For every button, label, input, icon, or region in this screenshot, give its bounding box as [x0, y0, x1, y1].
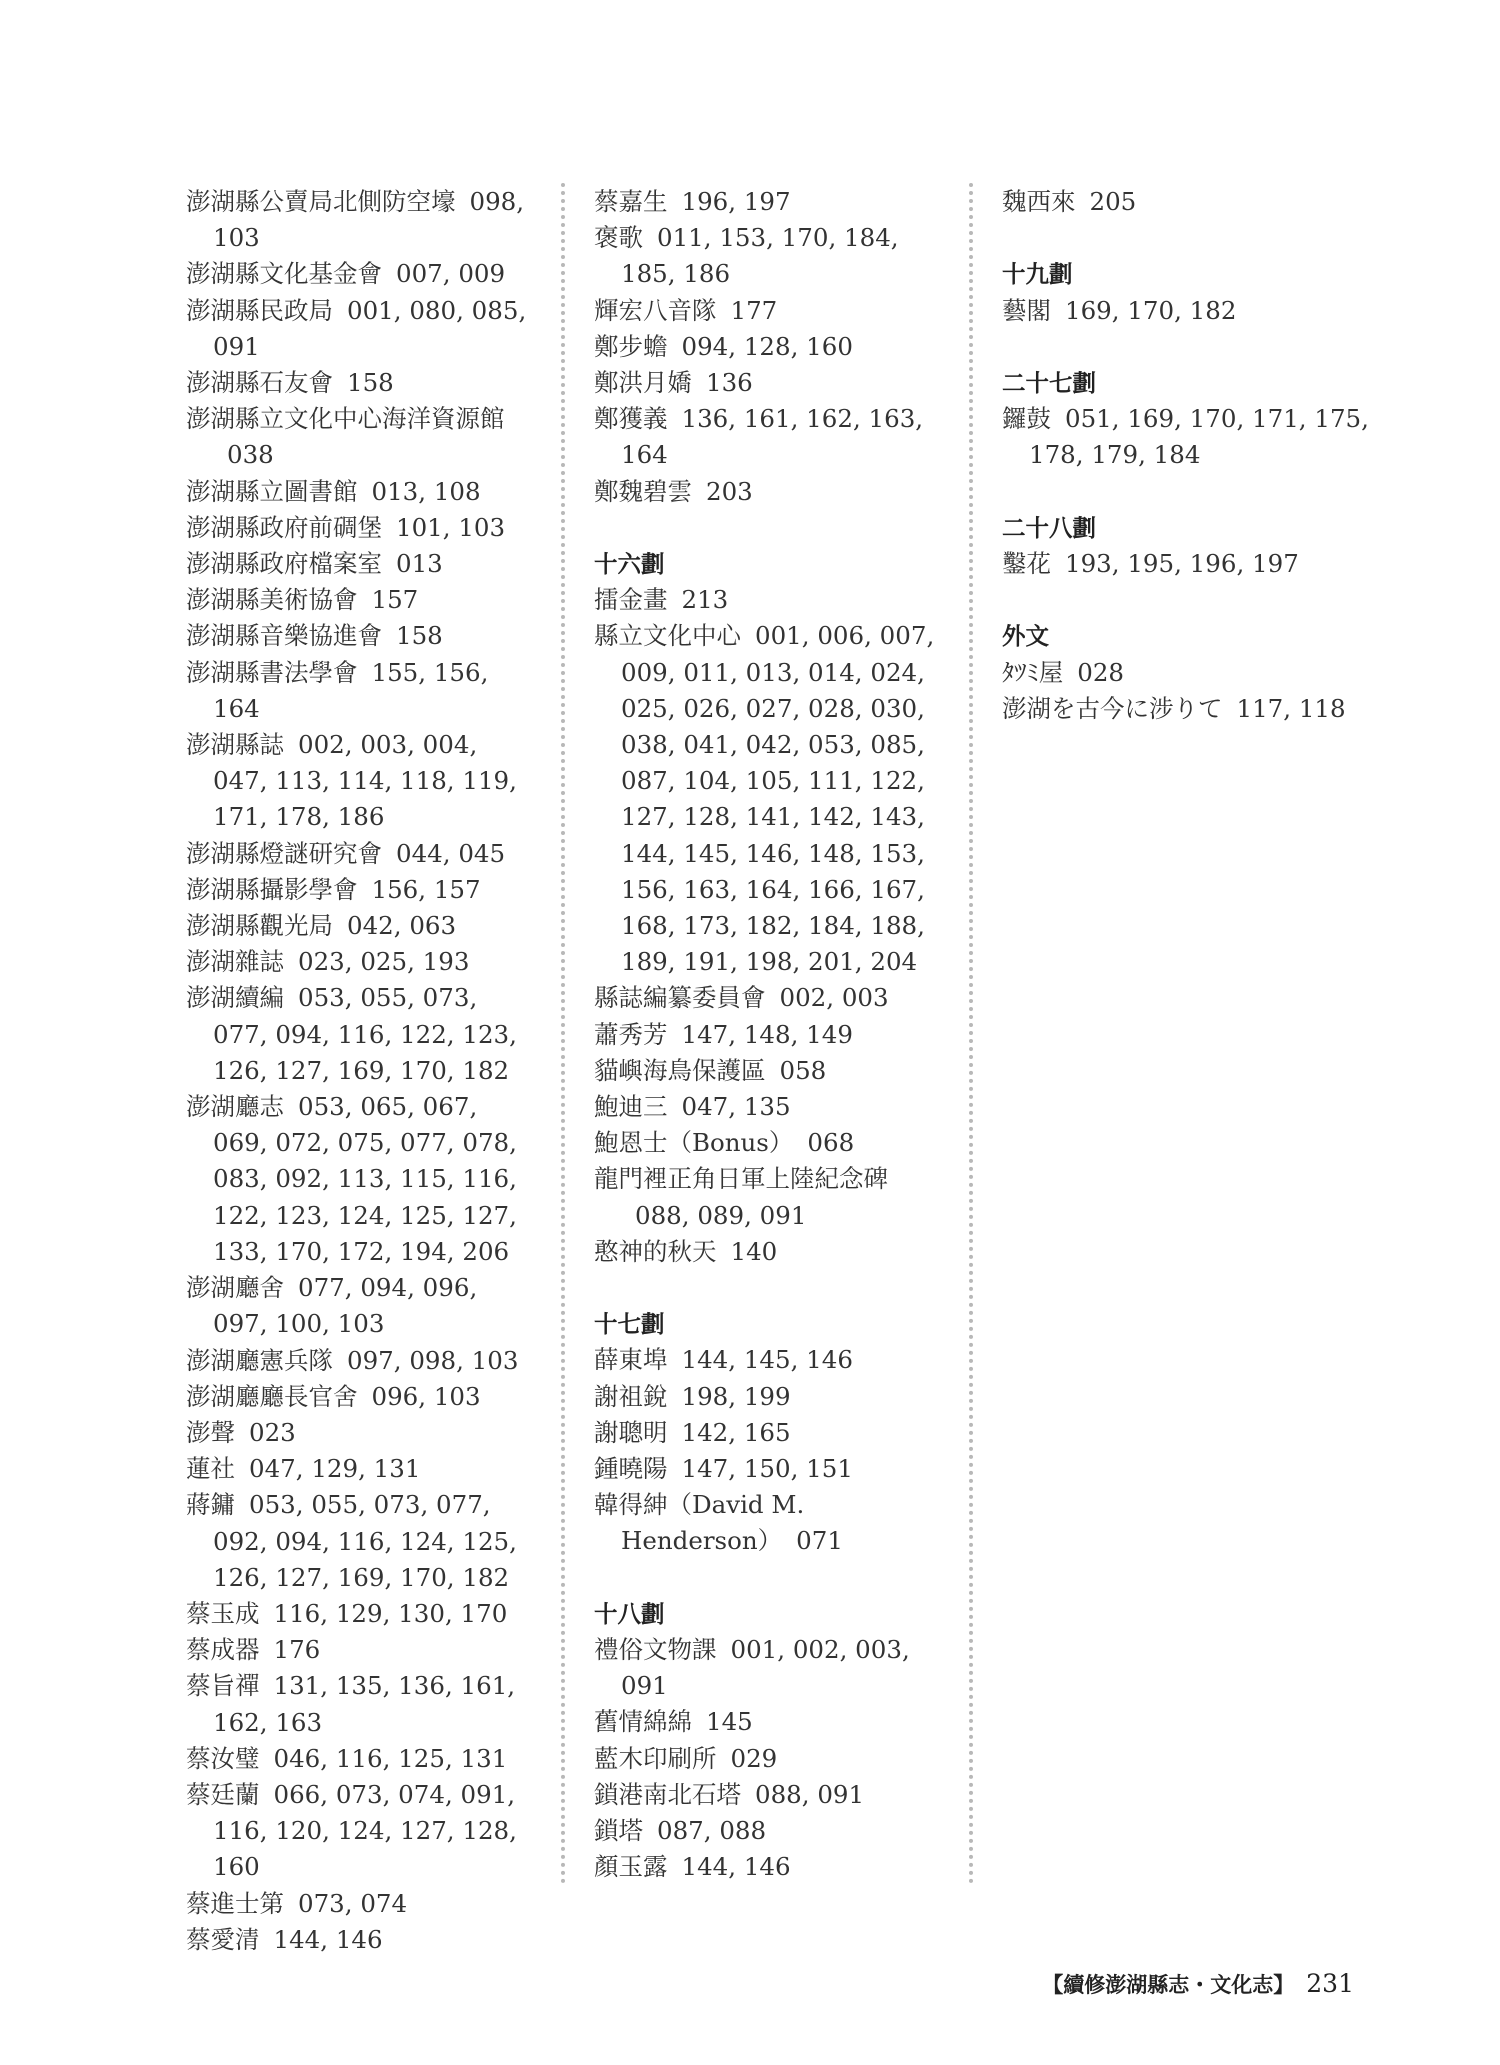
index-entry [594, 618, 954, 980]
index-term: 鎖港南北石塔 [594, 1779, 741, 1809]
index-term: 鍾曉陽 [594, 1454, 668, 1484]
page-references: 097, 098, 103 [347, 1345, 519, 1375]
page-references: 002, 003 [779, 983, 889, 1013]
index-term: 蔡嘉生 [594, 187, 668, 216]
page-references: 038 [227, 440, 274, 470]
index-term: 鄭獲義 [594, 404, 668, 434]
page-references: 157 [371, 585, 419, 615]
page-references: 077, 094, 096, 097, 100, 103 [213, 1273, 478, 1339]
index-entry [186, 1668, 536, 1740]
index-term: 鄭洪月嬌 [594, 368, 692, 398]
index-term: 鮑恩士（Bonus） [594, 1128, 794, 1158]
page-references: 198, 199 [681, 1381, 791, 1411]
section-spacer [594, 510, 954, 546]
index-entry [594, 474, 954, 510]
index-term: 蔡愛清 [186, 1924, 260, 1954]
index-entry [594, 1451, 954, 1487]
index-entry [186, 293, 536, 365]
stroke-count-heading: 十六劃 [594, 550, 665, 579]
index-entry [594, 365, 954, 401]
page-references: 007, 009 [396, 259, 506, 289]
index-entry [594, 582, 954, 618]
page-references: 213 [681, 585, 729, 615]
index-term: 澎湖縣石友會 [186, 368, 333, 398]
index-entry [186, 510, 536, 546]
page-references: 140 [730, 1236, 778, 1266]
page-references: 023, 025, 193 [298, 947, 470, 977]
stroke-count-heading: 二十七劃 [1002, 368, 1096, 397]
index-term: 韓得紳（David M. Henderson） [594, 1490, 805, 1556]
index-term: 蔣鏞 [186, 1490, 235, 1520]
index-entry [186, 980, 536, 1089]
index-entry [594, 1342, 954, 1378]
index-entry [594, 1741, 954, 1777]
index-term: 澎湖縣觀光局 [186, 911, 333, 941]
page-references: 087, 088 [657, 1816, 767, 1846]
index-entry [186, 1632, 536, 1668]
index-term: 魏西來 [1002, 187, 1076, 216]
index-term: 謝聰明 [594, 1417, 668, 1447]
index-term: 鄭魏碧雲 [594, 476, 692, 506]
index-entry [1002, 184, 1402, 220]
page-references: 029 [730, 1743, 778, 1773]
page-references: 053, 065, 067, 069, 072, 075, 077, 078, 083, 092, 113, 115, 116, 122, 123, 124, 125, 127, 133, 170, 172, 194, 206 [213, 1092, 517, 1266]
index-entry [186, 1596, 536, 1632]
index-term: 鎖塔 [594, 1816, 643, 1846]
stroke-count-heading: 二十八劃 [1002, 513, 1096, 542]
page-references: 098, 103 [213, 187, 525, 253]
page-references: 051, 169, 170, 171, 175, 178, 179, 184 [1029, 404, 1369, 470]
index-term: 藍木印刷所 [594, 1743, 717, 1773]
page-references: 158 [396, 621, 443, 651]
index-entry [186, 474, 536, 510]
index-term: 澎湖縣書法學會 [186, 657, 358, 687]
index-term: 藝閣 [1002, 295, 1051, 325]
index-entry [1002, 691, 1402, 727]
page-references: 196, 197 [681, 187, 791, 216]
index-entry [594, 1849, 954, 1885]
index-entry [186, 1343, 536, 1379]
index-term: 擂金畫 [594, 585, 668, 615]
index-term: 蔡旨禪 [186, 1671, 260, 1701]
index-entry [186, 836, 536, 872]
page-references: 013 [396, 549, 443, 579]
page-references: 068 [807, 1128, 855, 1158]
index-entry [186, 1777, 536, 1886]
index-term: 澎湖縣燈謎研究會 [186, 838, 382, 868]
index-entry [594, 401, 954, 473]
page-references: 058 [779, 1055, 827, 1085]
index-term: 澎湖縣民政局 [186, 295, 333, 325]
index-entry [594, 329, 954, 365]
page-references: 028 [1077, 657, 1125, 687]
index-entry [186, 546, 536, 582]
index-entry [594, 220, 954, 292]
index-term: 薛東埠 [594, 1345, 668, 1375]
page-references: 144, 145, 146 [681, 1345, 853, 1375]
index-term: 澎湖縣音樂協進會 [186, 621, 382, 651]
page-references: 101, 103 [396, 512, 506, 542]
page-references: 144, 146 [273, 1924, 383, 1954]
index-term: 龍門裡正角日軍上陸紀念碑 [594, 1164, 888, 1194]
index-term: 澎湖縣公賣局北側防空壕 [186, 187, 456, 216]
index-entry [594, 1161, 954, 1233]
index-entry [1002, 546, 1402, 582]
index-term: 鑼鼓 [1002, 404, 1051, 434]
page-references: 071 [796, 1526, 843, 1556]
index-entry [594, 1777, 954, 1813]
page-references: 001, 080, 085, 091 [213, 295, 527, 361]
page-references: 142, 165 [681, 1417, 791, 1447]
page-references: 147, 148, 149 [681, 1019, 853, 1049]
page-references: 044, 045 [396, 838, 506, 868]
page-references: 131, 135, 136, 161, 162, 163 [213, 1671, 516, 1737]
page-references: 177 [730, 295, 778, 325]
index-term: 顏玉露 [594, 1852, 668, 1882]
page-references: 147, 150, 151 [681, 1454, 853, 1484]
page-references: 203 [706, 476, 753, 506]
index-column-3 [1002, 184, 1402, 727]
index-term: 蔡汝璧 [186, 1743, 260, 1773]
page-references: 023 [249, 1417, 296, 1447]
stroke-count-heading: 十八劃 [594, 1599, 665, 1628]
index-entry [594, 1234, 954, 1270]
section-spacer [1002, 329, 1402, 365]
index-term: 澎湖縣立圖書館 [186, 476, 358, 506]
index-entry [186, 184, 536, 256]
page-number: 231 [1306, 1969, 1354, 1998]
index-column-2 [594, 184, 954, 1886]
index-entry [186, 365, 536, 401]
page-references: 002, 003, 004, 047, 113, 114, 118, 119, 171, 178, 186 [213, 730, 517, 832]
page-references: 011, 153, 170, 184, 185, 186 [621, 223, 899, 289]
index-term: 澎湖廳舍 [186, 1273, 284, 1303]
index-term: 澎湖縣美術協會 [186, 585, 358, 615]
index-entry [594, 1125, 954, 1161]
page-references: 001, 002, 003, 091 [621, 1635, 910, 1701]
index-term: 鮑迪三 [594, 1092, 668, 1122]
index-entry [594, 293, 954, 329]
index-term: 貓嶼海鳥保護區 [594, 1055, 766, 1085]
page-references: 047, 129, 131 [249, 1454, 421, 1484]
index-term: 蔡成器 [186, 1635, 260, 1665]
index-term: 蔡廷蘭 [186, 1779, 260, 1809]
stroke-count-heading: 外文 [1002, 622, 1049, 651]
index-entry [186, 655, 536, 727]
index-term: 蔡玉成 [186, 1598, 260, 1628]
index-entry [186, 1487, 536, 1596]
index-entry [594, 184, 954, 220]
index-entry [186, 1379, 536, 1415]
index-term: 憨神的秋天 [594, 1236, 717, 1266]
page-references: 193, 195, 196, 197 [1065, 548, 1299, 578]
index-entry [186, 582, 536, 618]
index-entry [594, 1089, 954, 1125]
index-term: 鄭步蟾 [594, 331, 668, 361]
index-term: 舊情綿綿 [594, 1707, 692, 1737]
index-entry [186, 727, 536, 836]
page-references: 094, 128, 160 [681, 331, 853, 361]
index-entry [1002, 293, 1402, 329]
stroke-count-heading: 十七劃 [594, 1310, 665, 1339]
page-references: 144, 146 [681, 1852, 791, 1882]
page-references: 158 [347, 368, 394, 398]
index-entry [1002, 401, 1402, 473]
index-term: 輝宏八音隊 [594, 295, 717, 325]
index-entry [186, 618, 536, 654]
column-divider [561, 183, 565, 1885]
index-term: 澎湖縣文化基金會 [186, 259, 382, 289]
index-entry [594, 1704, 954, 1740]
index-term: 蕭秀芳 [594, 1019, 668, 1049]
index-entry [186, 1922, 536, 1958]
page-references: 169, 170, 182 [1065, 295, 1237, 325]
index-entry [1002, 655, 1402, 691]
index-entry [186, 1886, 536, 1922]
index-entry [594, 1379, 954, 1415]
section-spacer [594, 1560, 954, 1596]
page-references: 145 [706, 1707, 753, 1737]
section-spacer [1002, 220, 1402, 256]
index-term: 澎湖縣立文化中心海洋資源館 [186, 404, 505, 434]
index-term: 縣立文化中心 [594, 621, 741, 651]
index-term: 澎湖雜誌 [186, 947, 284, 977]
page-references: 088, 089, 091 [635, 1200, 807, 1230]
page-references: 176 [273, 1635, 321, 1665]
index-term: 鑿花 [1002, 548, 1051, 578]
index-term: 澎湖を古今に涉りて [1002, 693, 1223, 723]
section-spacer [1002, 474, 1402, 510]
page-references: 117, 118 [1236, 693, 1346, 723]
index-term: 褒歌 [594, 223, 643, 253]
index-entry [594, 1487, 954, 1559]
book-title: 【續修澎湖縣志・文化志】 [1042, 1973, 1295, 1997]
index-term: 縣誌編纂委員會 [594, 983, 766, 1013]
page-references: 136 [706, 368, 753, 398]
index-term: 澎湖縣誌 [186, 730, 284, 760]
index-entry [186, 872, 536, 908]
index-entry [186, 908, 536, 944]
index-term: 澎湖續編 [186, 983, 284, 1013]
page-references: 205 [1089, 187, 1137, 216]
page-references: 042, 063 [347, 911, 457, 941]
index-entry [594, 1053, 954, 1089]
index-term: 蔡進士第 [186, 1888, 284, 1918]
column-divider [969, 183, 973, 1885]
index-entry [594, 1632, 954, 1704]
index-entry [186, 1451, 536, 1487]
index-term: 謝祖銳 [594, 1381, 668, 1411]
index-entry [594, 1415, 954, 1451]
page-references: 047, 135 [681, 1092, 791, 1122]
section-spacer [594, 1270, 954, 1306]
index-term: 澎湖廳廳長官舍 [186, 1381, 358, 1411]
index-entry [186, 1741, 536, 1777]
page-references: 073, 074 [298, 1888, 408, 1918]
page-references: 001, 006, 007, 009, 011, 013, 014, 024, 025, 026, 027, 028, 030, 038, 041, 042, 053, 085, 087, 104, 105, 111, 122, 127, 128, 141, 142, 143, 144, 145, 146, 148, 153, 156, 163, 164, 166, 167, 168, 173, 182, 184, 188, 189, 191, 198, 201, 204 [621, 621, 935, 977]
index-entry [186, 1415, 536, 1451]
index-term: 蓮社 [186, 1454, 235, 1484]
index-term: 澎湖縣攝影學會 [186, 874, 358, 904]
index-entry [594, 1813, 954, 1849]
page-references: 088, 091 [755, 1779, 865, 1809]
index-column-1 [186, 184, 536, 1958]
page-references: 046, 116, 125, 131 [273, 1743, 508, 1773]
page-references: 013, 108 [371, 476, 481, 506]
index-term: 澎湖廳憲兵隊 [186, 1345, 333, 1375]
index-term: 禮俗文物課 [594, 1635, 717, 1665]
index-entry [186, 256, 536, 292]
section-spacer [1002, 582, 1402, 618]
index-entry [186, 1089, 536, 1270]
page-references: 053, 055, 073, 077, 094, 116, 122, 123, 126, 127, 169, 170, 182 [213, 983, 517, 1085]
index-term: 澎湖廳志 [186, 1092, 284, 1122]
index-term: 澎湖縣政府檔案室 [186, 549, 382, 579]
index-term: ﾀﾂﾐ屋 [1002, 657, 1064, 687]
page-references: 116, 129, 130, 170 [273, 1598, 508, 1628]
page-references: 155, 156, 164 [213, 657, 489, 723]
page-references: 053, 055, 073, 077, 092, 094, 116, 124, 125, 126, 127, 169, 170, 182 [213, 1490, 517, 1592]
page-references: 156, 157 [371, 874, 481, 904]
stroke-count-heading: 十九劃 [1002, 260, 1073, 289]
index-term: 澎湖縣政府前碉堡 [186, 512, 382, 542]
index-entry [594, 980, 954, 1016]
page-references: 136, 161, 162, 163, 164 [621, 404, 924, 470]
running-footer [1042, 1969, 1354, 1999]
page-references: 096, 103 [371, 1381, 481, 1411]
index-term: 澎聲 [186, 1417, 235, 1447]
index-entry [186, 1270, 536, 1342]
index-entry [594, 1017, 954, 1053]
index-entry [186, 944, 536, 980]
index-entry [186, 401, 536, 473]
page-references: 066, 073, 074, 091, 116, 120, 124, 127, 128, 160 [213, 1779, 517, 1882]
